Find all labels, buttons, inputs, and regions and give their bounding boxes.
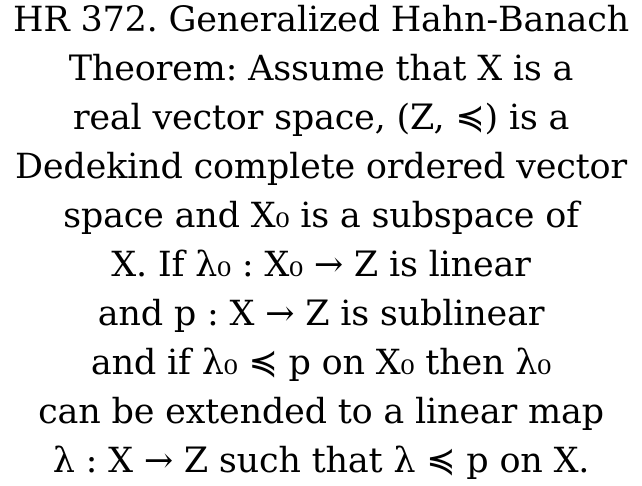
theorem-line-7: and p : X → Z is sublinear bbox=[97, 294, 545, 334]
theorem-line-8: and if λ₀ ≼ p on X₀ then λ₀ bbox=[90, 343, 552, 383]
theorem-line-4: Dedekind complete ordered vector bbox=[15, 147, 627, 187]
theorem-line-5: space and X₀ is a subspace of bbox=[63, 196, 579, 236]
theorem-line-10: λ : X → Z such that λ ≼ p on X. bbox=[52, 441, 590, 481]
theorem-line-3: real vector space, (Z, ≼) is a bbox=[72, 98, 570, 138]
theorem-line-2: Theorem: Assume that X is a bbox=[68, 49, 574, 89]
theorem-line-1: HR 372. Generalized Hahn-Banach bbox=[13, 0, 629, 40]
theorem-line-9: can be extended to a linear map bbox=[38, 392, 604, 432]
theorem-line-6: X. If λ₀ : X₀ → Z is linear bbox=[111, 245, 531, 285]
